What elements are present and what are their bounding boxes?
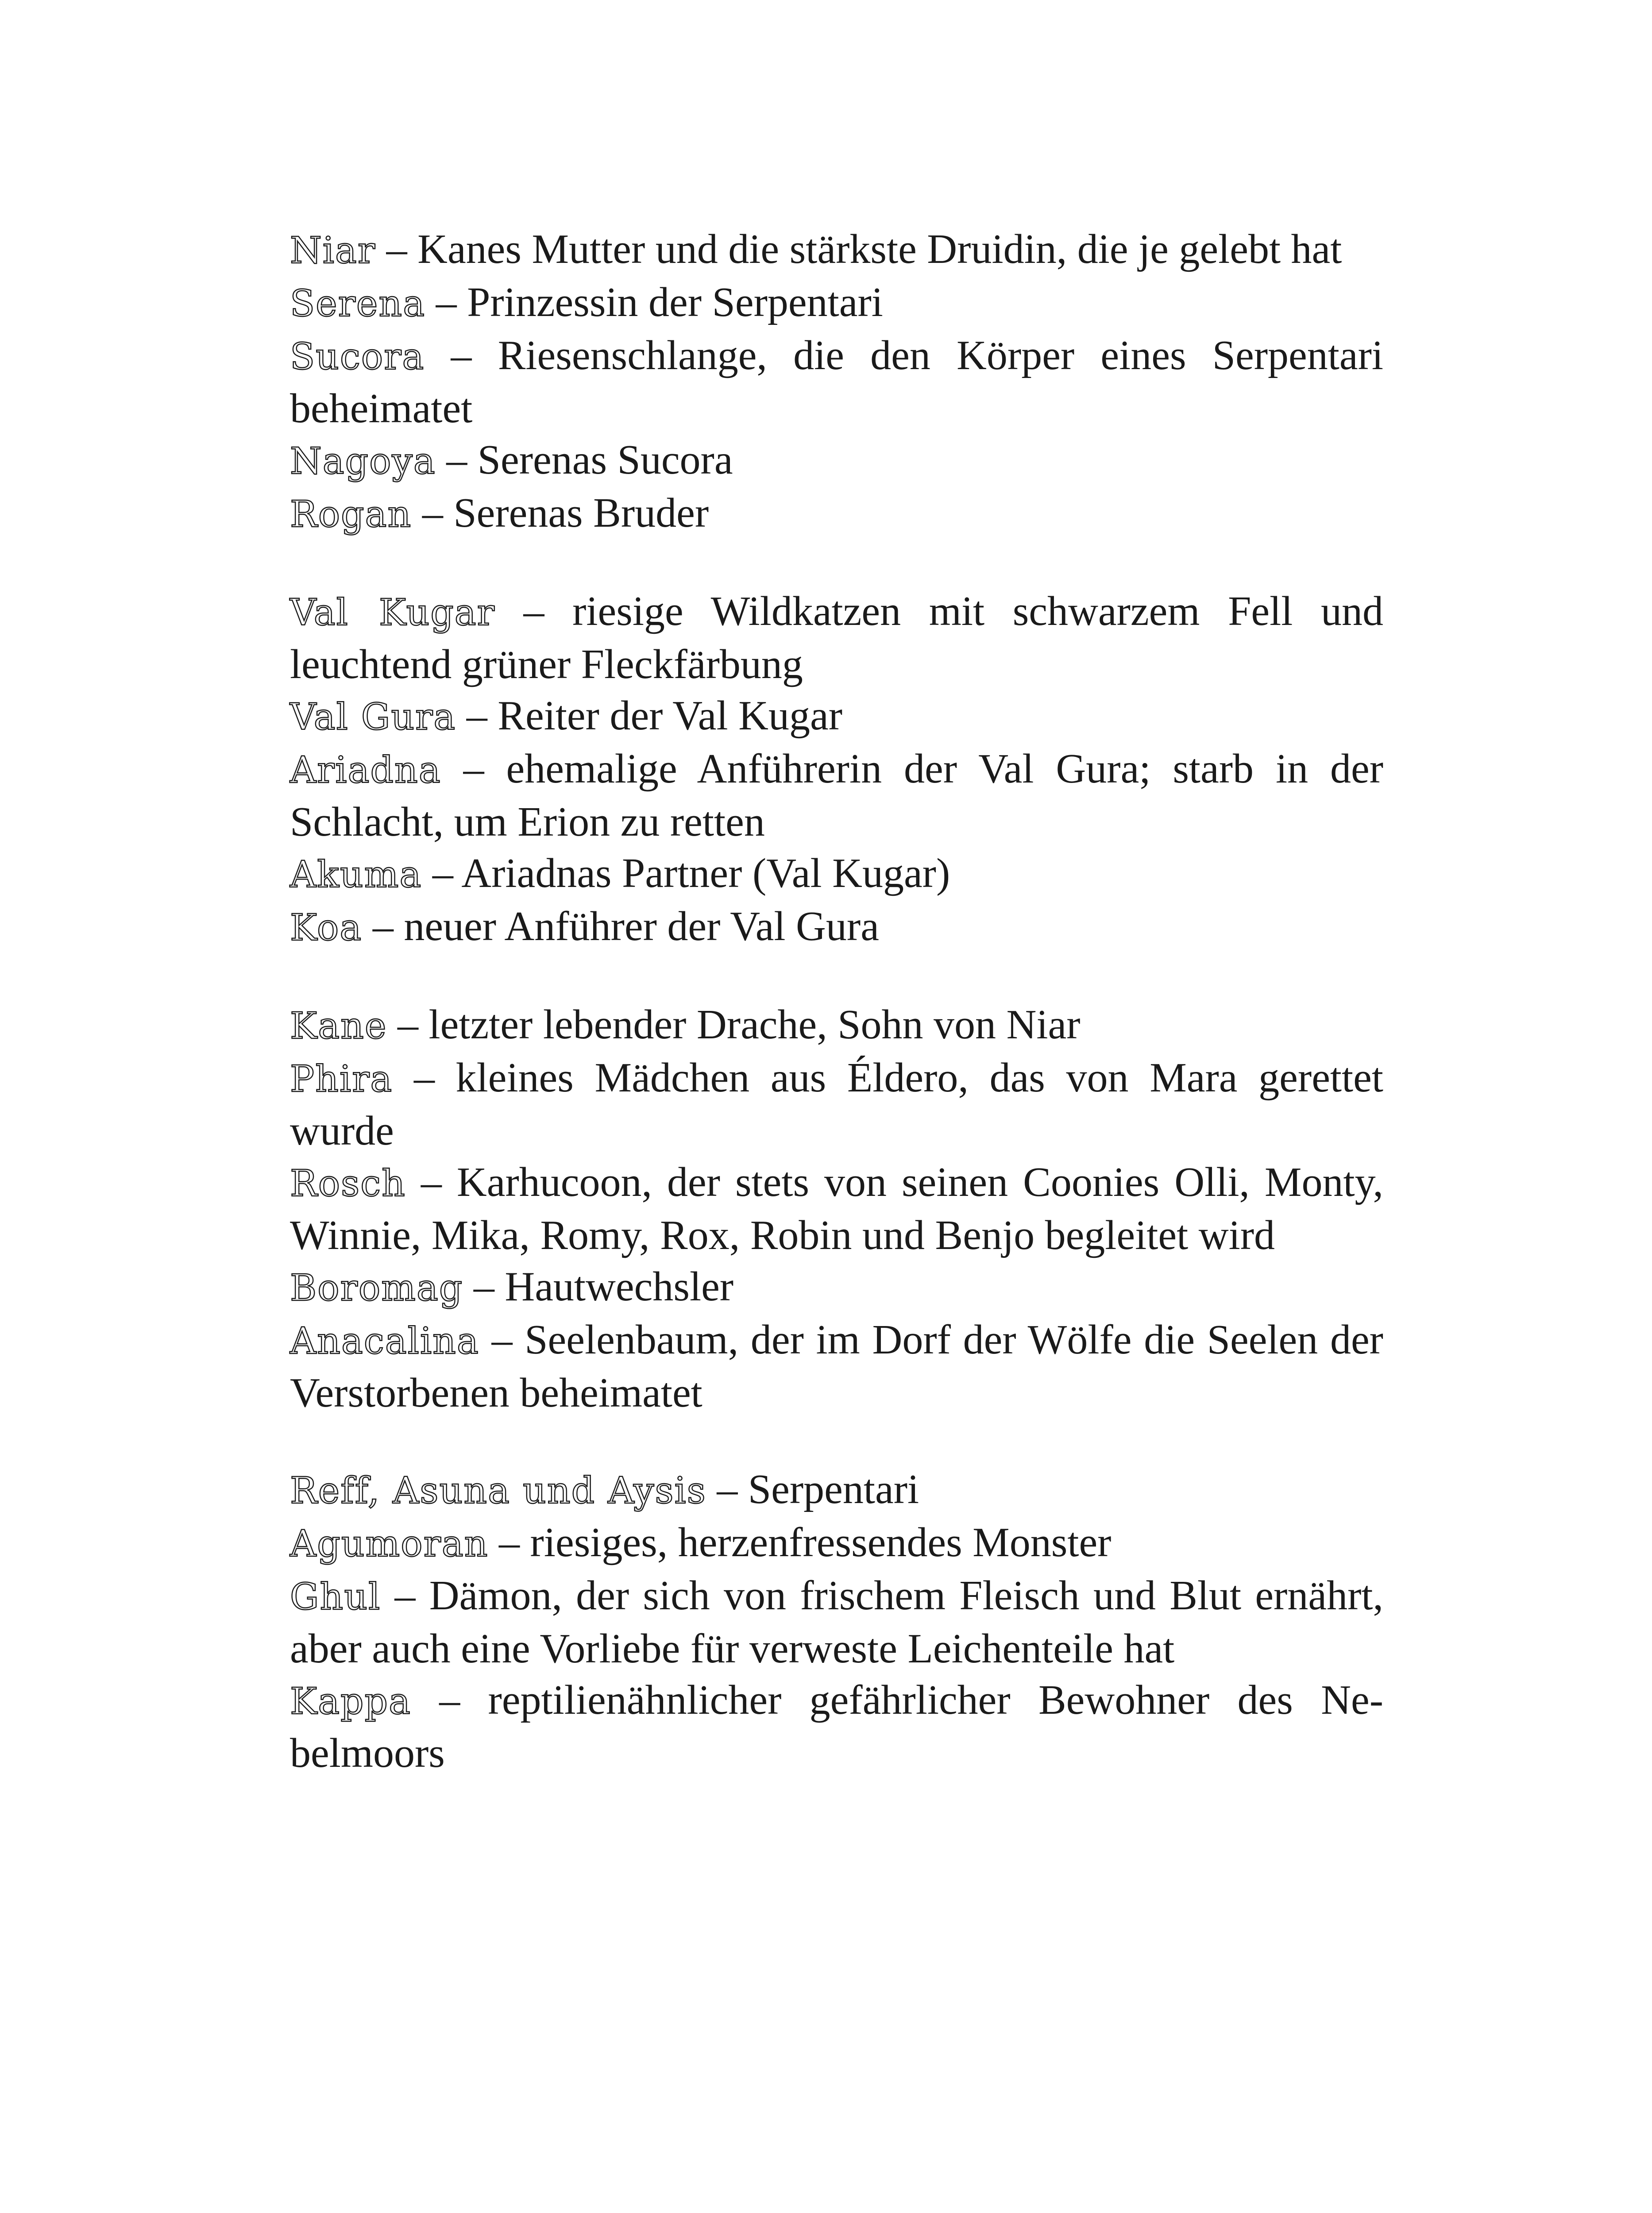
glossary-entry (290, 330, 1383, 434)
glossary-entry (290, 434, 1383, 487)
glossary-entry (290, 743, 1383, 848)
entry-name: Ghul (290, 1576, 381, 1618)
entry-name: Kane (290, 1005, 387, 1047)
entry-name: Boromag (290, 1267, 463, 1309)
glossary-entry (290, 224, 1383, 277)
entry-name: Anacalina (290, 1320, 479, 1362)
glossary-entry (290, 487, 1383, 540)
entry-description: – Serpentari (706, 1466, 919, 1512)
entry-description: – neuer Anführer der Val Gura (362, 903, 879, 949)
glossary-entry (290, 1570, 1383, 1674)
entry-name: Reff, Asuna und Aysis (290, 1470, 706, 1512)
entry-name: Serena (290, 283, 426, 325)
entry-description: – ehemalige Anführerin der Val Gura; starb in der Schlacht, um Erion zu retten (290, 746, 1383, 845)
glossary-entry (290, 277, 1383, 330)
entry-description: – letzter lebender Drache, Sohn von Niar (387, 1002, 1081, 1048)
entry-description: – Ariadnas Partner (Val Kugar) (422, 850, 950, 896)
glossary-entry (290, 1464, 1383, 1517)
entry-description: – Kanes Mutter und die stärkste Druidin, die je gelebt hat (376, 226, 1342, 272)
entry-description: – Seelenbaum, der im Dorf der Wölfe die Seelen der Verstorbenen beheimatet (290, 1317, 1383, 1416)
glossary-entry (290, 690, 1383, 743)
entry-name: Val Gura (290, 696, 456, 738)
entry-name: Val Kugar (290, 592, 495, 634)
entry-description: – riesige Wildkatzen mit schwarzem Fell und leuchtend grüner Fleckfärbung (290, 588, 1384, 687)
entry-name: Ariadna (290, 749, 441, 791)
entry-name: Koa (290, 907, 363, 949)
entry-description: – Dämon, der sich von frischem Fleisch und Blut ernährt, aber auch eine Vorliebe für verweste Leichenteile hat (290, 1573, 1383, 1672)
entry-name: Sucora (290, 336, 425, 378)
glossary-entry (290, 1052, 1383, 1157)
entry-description: – kleines Mädchen aus Éldero, das von Mara gerettet wurde (290, 1055, 1383, 1154)
entry-description: – Karhucoon, der stets von seinen Coonies Olli, Monty, Winnie, Mika, Romy, Rox, Robin und Benjo begleitet wird (290, 1159, 1383, 1258)
entry-description: – Hautwechsler (463, 1264, 734, 1310)
glossary-entry (290, 1157, 1383, 1261)
glossary (290, 224, 1383, 1824)
glossary-group (290, 999, 1383, 1419)
glossary-group (290, 224, 1383, 540)
entry-description: – Serenas Bruder (412, 490, 709, 536)
entry-name: Rogan (290, 493, 412, 536)
entry-name: Kappa (290, 1681, 412, 1723)
entry-name: Phira (290, 1058, 393, 1100)
glossary-entry (290, 1261, 1383, 1314)
glossary-entry (290, 1674, 1383, 1779)
glossary-group (290, 1464, 1383, 1779)
glossary-entry (290, 1314, 1383, 1419)
entry-description: – riesiges, herzenfressendes Monster (488, 1519, 1112, 1565)
entry-name: Rosch (290, 1163, 406, 1205)
entry-name: Niar (290, 230, 376, 272)
glossary-entry (290, 901, 1383, 954)
glossary-entry (290, 848, 1383, 901)
entry-description: – reptilienähnlicher gefährlicher Bewohner des Nebelmoors (290, 1677, 1383, 1776)
entry-description: – Serenas Sucora (436, 437, 733, 483)
glossary-entry (290, 586, 1383, 690)
entry-name: Akuma (290, 854, 422, 896)
glossary-entry (290, 999, 1383, 1052)
entry-description: – Reiter der Val Kugar (456, 693, 842, 739)
entry-name: Nagoya (290, 440, 436, 482)
entry-name: Agumoran (290, 1523, 489, 1565)
entry-description: – Prinzessin der Serpentari (425, 279, 883, 325)
entry-description: – Riesenschlange, die den Körper eines Serpentari beheimatet (290, 332, 1383, 432)
glossary-group (290, 586, 1383, 954)
glossary-entry (290, 1517, 1383, 1570)
